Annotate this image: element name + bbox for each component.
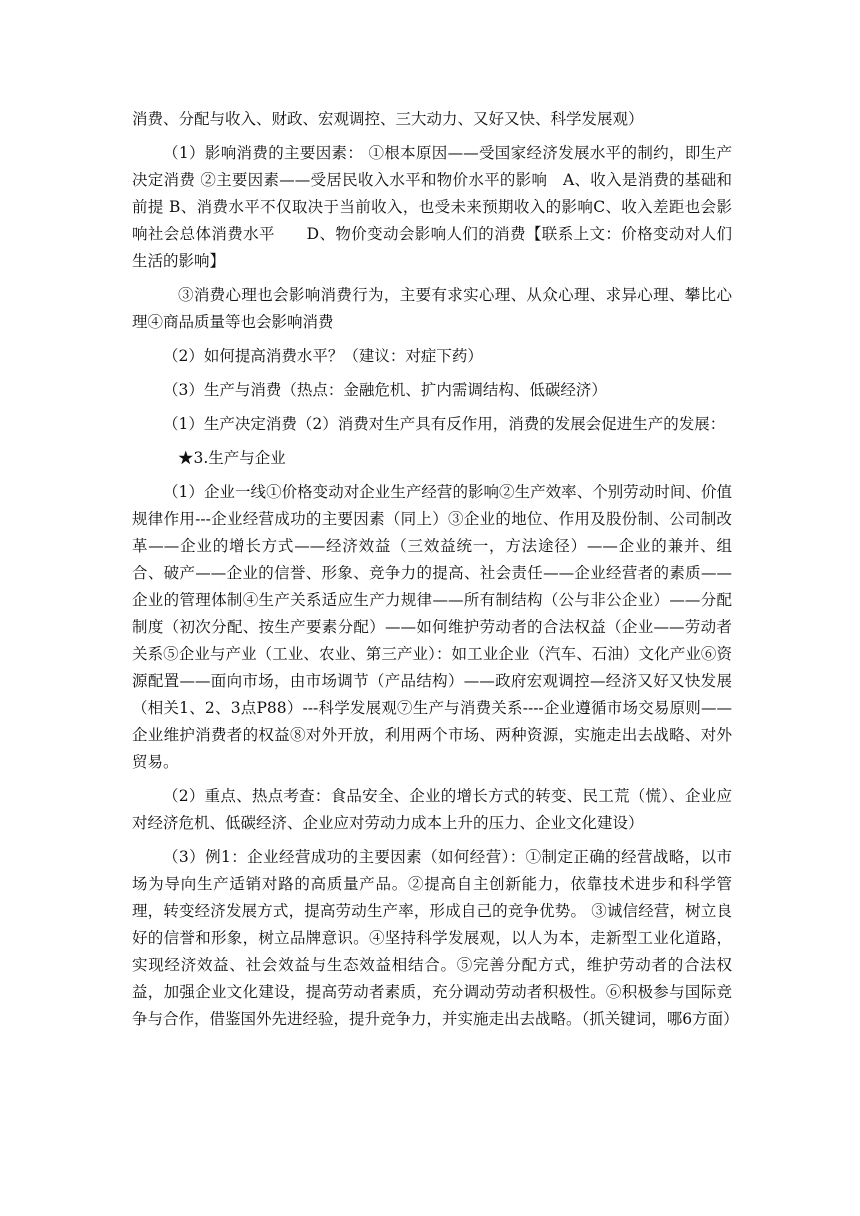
paragraph-enterprise-line: （1）企业一线①价格变动对企业生产经营的影响②生产效率、个别劳动时间、价值规律作用---企业经营成功的主要因素（同上）③企业的地位、作用及股份制、公司制改革——企业的增长方式——经济效益（三效益统一，方法途径）——企业的兼并、组合、破产——企业的信誉、形象、竞争力的提高、社会责任——企业经营者的素质——企业的管理体制④生产关系适应生产力规律——所有制结构（公与非公企业）——分配制度（初次分配、按生产要素分配）——如何维护劳动者的合法权益（企业——劳动者关系⑤企业与产业（工业、农业、第三产业）：如工业企业（汽车、石油）文化产业⑥资源配置——面向市场，由市场调节（产品结构）——政府宏观调控—经济又好又快发展（相关1、2、3点P88）---科学发展观⑦生产与消费关系----企业遵循市场交易原则——企业维护消费者的权益⑧对外开放，利用两个市场、两种资源，实施走出去战略、对外贸易。 bbox=[132, 483, 732, 771]
paragraph-key-hotspots: （2）重点、热点考查：食品安全、企业的增长方式的转变、民工荒（慌）、企业应对经济危机、低碳经济、企业应对劳动力成本上升的压力、企业文化建设） bbox=[132, 787, 732, 832]
paragraph-consumer-psychology: ③消费心理也会影响消费行为，主要有求实心理、从众心理、求异心理、攀比心理④商品质量等也会影响消费 bbox=[132, 286, 732, 331]
paragraph-production-decides: （1）生产决定消费（2）消费对生产具有反作用，消费的发展会促进生产的发展： bbox=[163, 415, 726, 433]
paragraph-consumption-factors: （1）影响消费的主要因素： ①根本原因——受国家经济发展水平的制约，即生产决定消费 ②主要因素——受居民收入水平和物价水平的影响 A、收入是消费的基础和前提 B、消费水平不仅取决于当前收入，也受未来预期收入的影响C、收入差距也会影响社会总体消费水平 D、物价变动会影响人们的消费【联系上文：价格变动对人们生活的影响】 bbox=[132, 144, 732, 270]
section-heading: ★3.生产与企业 bbox=[178, 449, 286, 467]
paragraph-continuation: 消费、分配与收入、财政、宏观调控、三大动力、又好又快、科学发展观） bbox=[132, 110, 644, 128]
document-body bbox=[132, 106, 739, 1040]
paragraph-example-success-factors: （3）例1：企业经营成功的主要因素（如何经营）：①制定正确的经营战略，以市场为导向生产适销对路的高质量产品。②提高自主创新能力，依靠技术进步和科学管理，转变经济发展方式，提高劳动生产率，形成自己的竞争优势。 ③诚信经营，树立良好的信誉和形象，树立品牌意识。④坚持科学发展观，以人为本，走新型工业化道路，实现经济效益、社会效益与生态效益相结合。⑤完善分配方式，维护劳动者的合法权益，加强企业文化建设，提高劳动者素质，充分调动劳动者积极性。⑥积极参与国际竞争与合作，借鉴国外先进经验，提升竞争力，并实施走出去战略。（抓关键词，哪6方面） bbox=[132, 848, 739, 1028]
paragraph-production-consumption: （3）生产与消费（热点：金融危机、扩内需调结构、低碳经济） bbox=[163, 381, 607, 399]
paragraph-raise-consumption: （2）如何提高消费水平？（建议：对症下药） bbox=[163, 347, 483, 365]
